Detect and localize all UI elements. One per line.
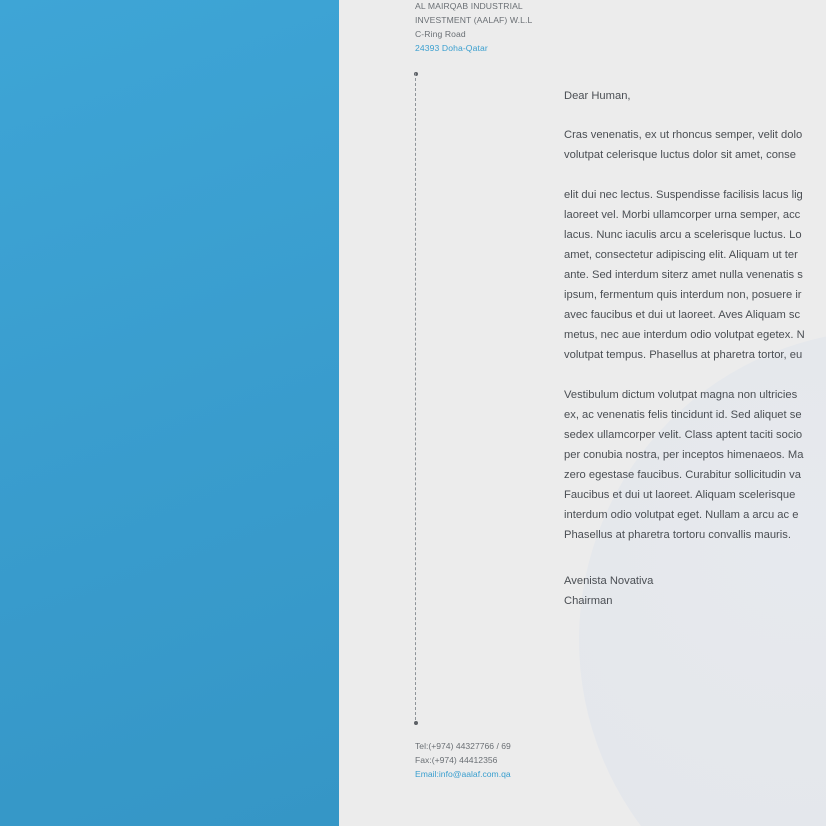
contact-email: Email:info@aalaf.com.qa [415, 769, 511, 779]
paragraph-line: lacus. Nunc iaculis arcu a scelerisque luctus. Lo [564, 229, 802, 241]
letter-paragraph-3 [564, 385, 826, 545]
paragraph-line: Phasellus at pharetra tortoru convallis mauris. [564, 529, 791, 541]
paragraph-line: Vestibulum dictum volutpat magna non ultricies [564, 389, 798, 401]
paragraph-line: volutpat tempus. Phasellus at pharetra tortor, eu [564, 349, 803, 361]
paragraph-line: ante. Sed interdum siterz amet nulla venenatis s [564, 269, 803, 281]
paragraph-line: amet, consectetur adipiscing elit. Aliquam ut ter [564, 249, 798, 261]
company-name-line-1: AL MAIRQAB INDUSTRIAL [415, 1, 523, 11]
paragraph-line: ipsum, fermentum quis interdum non, posuere ir [564, 289, 802, 301]
paragraph-line: per conubia nostra, per inceptos himenaeos. Ma [564, 449, 804, 461]
paragraph-line: elit dui nec lectus. Suspendisse facilisis lacus lig [564, 189, 803, 201]
signatory-name: Avenista Novativa [564, 575, 654, 587]
paragraph-line: zero egestase faucibus. Curabitur sollicitudin va [564, 469, 801, 481]
vertical-dotted-rule [415, 73, 416, 725]
letter-signature [564, 571, 826, 611]
paragraph-line: Cras venenatis, ex ut rhoncus semper, velit dolo [564, 129, 803, 141]
contact-fax: Fax:(+974) 44412356 [415, 755, 498, 765]
company-street: C-Ring Road [415, 29, 466, 39]
letter-paper [339, 0, 826, 826]
paragraph-line: avec faucibus et dui ut laoreet. Aves Aliquam sc [564, 309, 801, 321]
paragraph-line: volutpat celerisque luctus dolor sit amet, conse [564, 149, 796, 161]
paragraph-line: ex, ac venenatis felis tincidunt id. Sed aliquet se [564, 409, 802, 421]
paragraph-line: sedex ullamcorper velit. Class aptent taciti socio [564, 429, 803, 441]
company-name-line-2: INVESTMENT (AALAF) W.L.L [415, 15, 533, 25]
letter-greeting: Dear Human, [564, 90, 631, 102]
company-city: 24393 Doha-Qatar [415, 43, 488, 53]
paragraph-line: Faucibus et dui ut laoreet. Aliquam scelerisque [564, 489, 796, 501]
paragraph-line: metus, nec aue interdum odio volutpat egetex. N [564, 329, 805, 341]
letter-paragraph-2 [564, 185, 826, 365]
letter-body [564, 86, 826, 611]
paragraph-line: laoreet vel. Morbi ullamcorper urna semper, acc [564, 209, 801, 221]
rule-bottom-dot [414, 721, 418, 725]
signatory-title: Chairman [564, 595, 613, 607]
letter-paragraph-1 [564, 125, 826, 165]
contact-block [415, 739, 511, 781]
blue-folder-panel [0, 0, 339, 826]
company-address-block [415, 0, 532, 55]
paragraph-line: interdum odio volutpat eget. Nullam a arcu ac e [564, 509, 799, 521]
contact-tel: Tel:(+974) 44327766 / 69 [415, 741, 511, 751]
